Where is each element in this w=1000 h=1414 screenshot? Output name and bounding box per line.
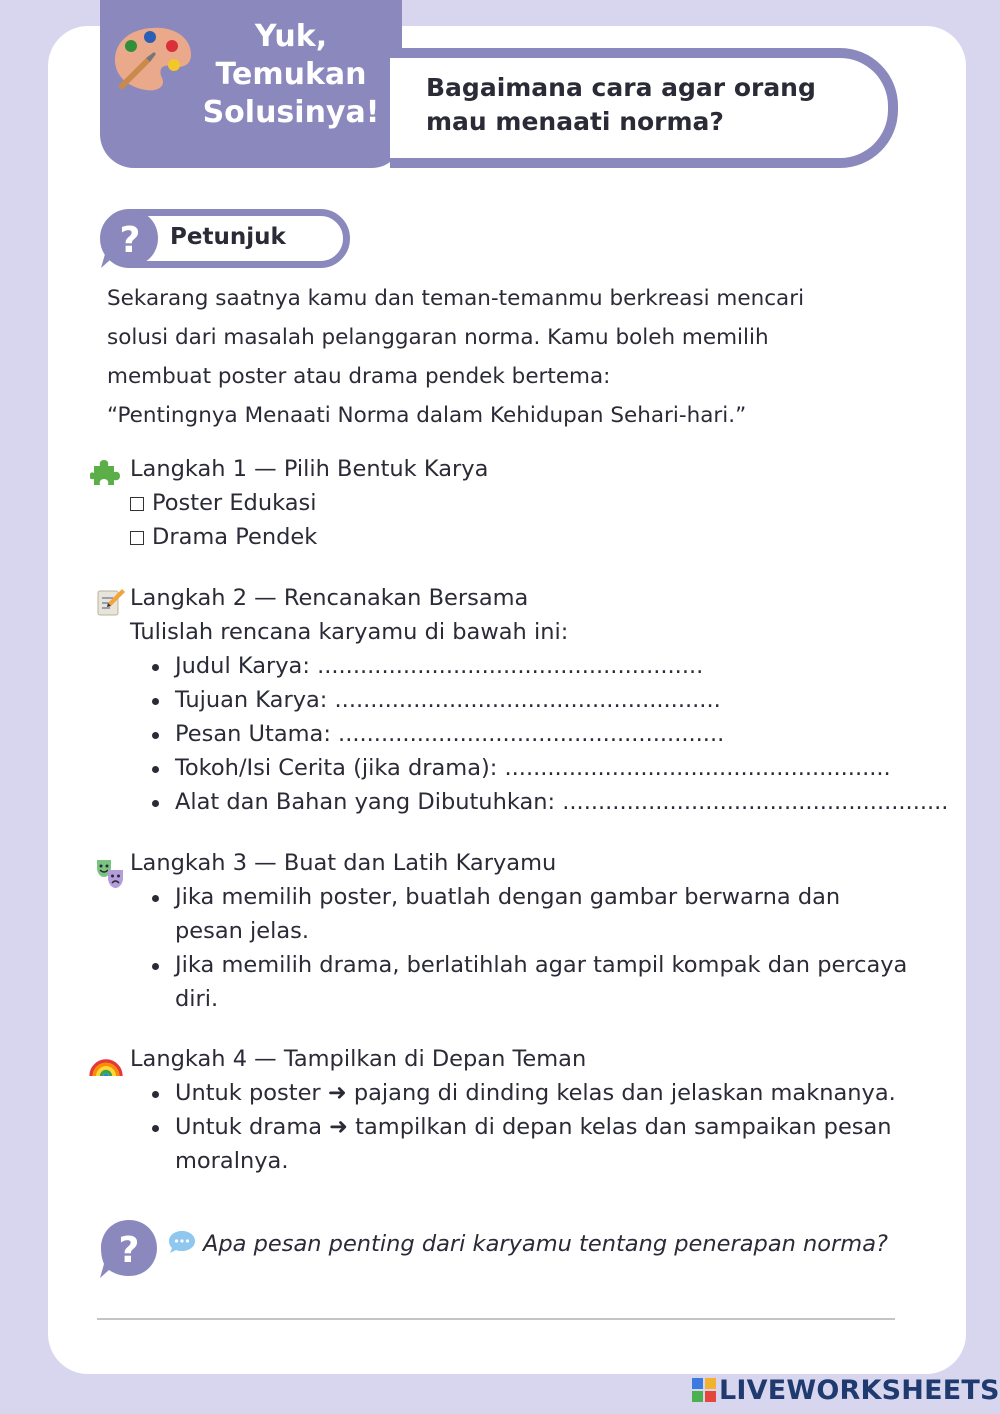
plan-field[interactable]: Alat dan Bahan yang Dibutuhkan: ...................................................... [175, 785, 948, 819]
question-bubble-icon [98, 1218, 160, 1280]
step-2-subtitle: Tulislah rencana karyamu di bawah ini: [130, 619, 569, 645]
bullet-item [175, 880, 907, 948]
step-4 [130, 1042, 896, 1178]
bullet-line: Jika memilih drama, berlatihlah agar tampil kompak dan percaya [175, 952, 908, 978]
option-label: Poster Edukasi [152, 490, 317, 516]
option-label: Drama Pendek [152, 524, 318, 550]
bullet-line: diri. [175, 986, 219, 1012]
main-question: Bagaimana cara agar orang mau menaati norma? [426, 73, 816, 136]
checkbox[interactable] [130, 497, 144, 511]
intro-line: Sekarang saatnya kamu dan teman-temanmu berkreasi mencari [107, 286, 805, 311]
question-bubble-icon [100, 208, 160, 270]
svg-text:?: ? [118, 1230, 140, 1271]
step-1-title: Langkah 1 — Pilih Bentuk Karya [130, 456, 489, 482]
question-box [390, 48, 898, 168]
header-title: Yuk, Temukan Solusinya! [202, 19, 380, 130]
closing-question-text: Apa pesan penting dari karyamu tentang penerapan norma? [203, 1231, 888, 1257]
paint-palette-icon [112, 24, 194, 94]
step-3-title: Langkah 3 — Buat dan Latih Karyamu [130, 850, 557, 876]
step-4-bullets [130, 1076, 896, 1178]
checkbox[interactable] [130, 531, 144, 545]
bullet-line: Jika memilih poster, buatlah dengan gambar berwarna dan [175, 884, 841, 910]
puzzle-icon [90, 458, 120, 486]
bullet-line: Untuk poster ➜ pajang di dinding kelas dan jelaskan maknanya. [175, 1080, 896, 1106]
brand-text: LIVEWORKSHEETS [719, 1374, 1000, 1406]
plan-field[interactable]: Tokoh/Isi Cerita (jika drama): ...................................................... [175, 751, 948, 785]
plan-field[interactable]: Pesan Utama: ...................................................... [175, 717, 948, 751]
speech-bubble-icon [168, 1230, 196, 1254]
svg-text:?: ? [119, 220, 141, 261]
plan-fields [130, 649, 948, 819]
step-3 [130, 846, 907, 1016]
intro-line: membuat poster atau drama pendek bertema: [107, 364, 611, 389]
step-4-title: Langkah 4 — Tampilkan di Depan Teman [130, 1046, 587, 1072]
rainbow-icon [89, 1046, 123, 1080]
step-3-bullets [130, 880, 907, 1016]
option-poster[interactable] [130, 486, 488, 520]
bullet-item [175, 1076, 896, 1110]
petunjuk-label: Petunjuk [170, 224, 286, 250]
option-drama[interactable] [130, 520, 488, 554]
theater-masks-icon [95, 856, 127, 890]
liveworksheets-brand [692, 1374, 1000, 1406]
plan-field[interactable]: Judul Karya: ...................................................... [175, 649, 948, 683]
bullet-line: moralnya. [175, 1148, 289, 1174]
bullet-line: Untuk drama ➜ tampilkan di depan kelas dan sampaikan pesan [175, 1114, 892, 1140]
step-2-title: Langkah 2 — Rencanakan Bersama [130, 585, 529, 611]
answer-line[interactable] [97, 1318, 895, 1320]
bullet-item [175, 948, 907, 1016]
liveworksheets-logo-icon [692, 1378, 716, 1402]
memo-icon [96, 587, 126, 617]
closing-question [168, 1230, 888, 1257]
intro-line: solusi dari masalah pelanggaran norma. Kamu boleh memilih [107, 325, 769, 350]
bullet-item [175, 1110, 896, 1178]
plan-field[interactable]: Tujuan Karya: ...................................................... [175, 683, 948, 717]
intro-paragraph [107, 279, 907, 435]
intro-line: “Pentingnya Menaati Norma dalam Kehidupan Sehari-hari.” [107, 403, 747, 428]
step-1 [130, 452, 488, 554]
bullet-line: pesan jelas. [175, 918, 310, 944]
step-2 [130, 581, 948, 819]
